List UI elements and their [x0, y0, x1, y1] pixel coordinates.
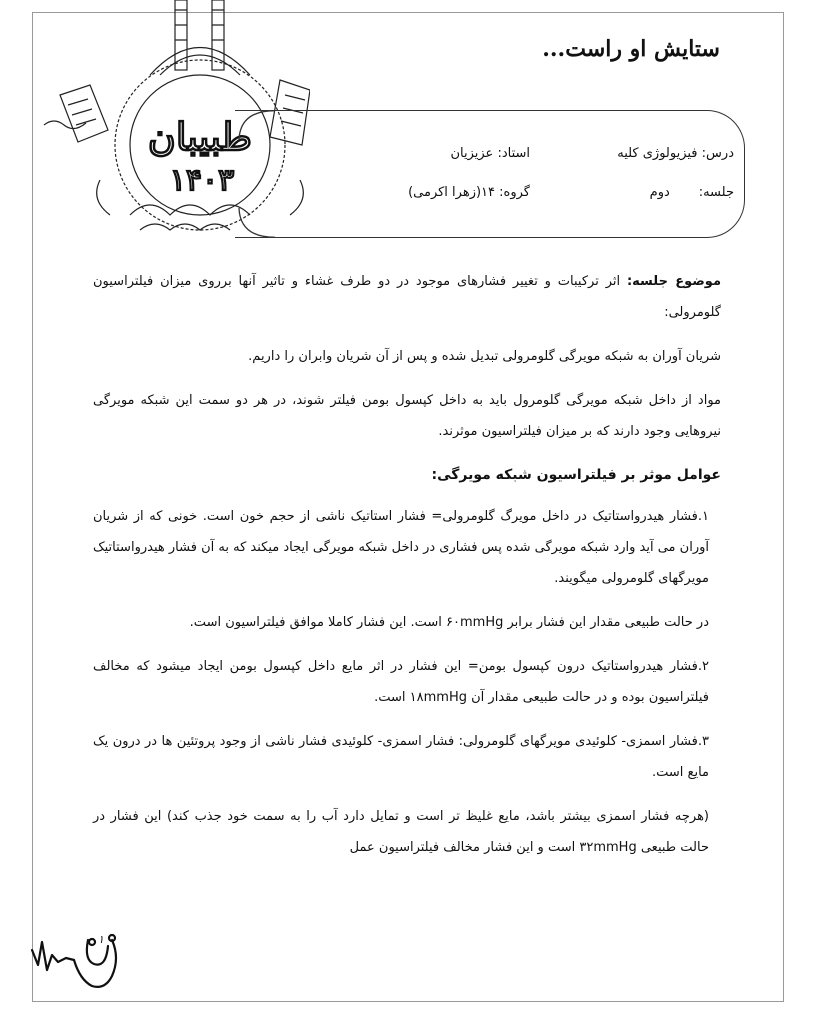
section-title: عوامل موثر بر فیلتراسیون شبکه مویرگی:	[431, 467, 721, 483]
stethoscope-heartbeat-icon	[30, 920, 130, 995]
info-box-left-curve	[235, 110, 275, 238]
group-label: گروه:	[499, 185, 530, 200]
session-label: جلسه:	[698, 185, 734, 200]
factor-item-1-note: در حالت طبیعی مقدار این فشار برابر ۶۰mmHg است. این فشار کاملا موافق فیلتراسیون است.	[189, 615, 709, 630]
group-field	[408, 185, 530, 200]
course-value: فیزیولوژی کلیه	[617, 146, 698, 161]
teacher-value: عزیزیان	[450, 146, 494, 161]
factor-item-2: ۲.فشار هیدرواستاتیک درون کپسول بومن= این فشار در اثر مایع داخل کپسول بومن ایجاد میشود که مخالف فیلتراسیون بوده و در حالت طبیعی مقدار آن ۱۸mmHg است.	[93, 659, 709, 705]
teacher-label: استاد:	[497, 146, 530, 161]
logo-year: ۱۴۰۳	[169, 163, 235, 198]
logo-text: طبیبان	[147, 114, 253, 159]
topic-label: موضوع جلسه:	[626, 274, 722, 289]
factor-item-1: ۱.فشار هیدرواستاتیک در داخل مویرگ گلومرولی= فشار استاتیک ناشی از حجم خون است. خونی که از شریان آوران می آید وارد شبکه مویرگی شده پس فشاری در داخل شبکه مویرگی ایجاد میکند که به آن فشار هیدرواستاتیک مویرگهای گلومرولی میگویند.	[93, 509, 709, 586]
course-label: درس:	[701, 146, 734, 161]
page-number: ۱	[98, 933, 104, 946]
group-value: ۱۴(زهرا اکرمی)	[408, 185, 496, 200]
topic-text: اثر ترکیبات و تغییر فشارهای موجود در دو طرف غشاء و تاثیر آنها برروی میزان فیلتراسیون گلومرولی:	[93, 274, 721, 320]
paragraph-2: مواد از داخل شبکه مویرگی گلومرول باید به داخل کپسول بومن فیلتر شوند، در هر دو سمت این شبکه مویرگی نیروهایی وجود دارند که بر میزان فیلتراسیون موثرند.	[93, 393, 721, 439]
teacher-field	[450, 146, 530, 161]
session-value: دوم	[649, 185, 670, 200]
session-field	[650, 185, 734, 200]
factor-item-3-note: (هرچه فشار اسمزی بیشتر باشد، مایع غلیظ تر است و تمایل دارد آب را به سمت خود جذب کند) این فشار در حالت طبیعی ۳۲mmHg است و این فشار مخالف فیلتراسیون عمل	[93, 809, 709, 855]
info-box	[235, 110, 745, 238]
paragraph-1: شریان آوران به شبکه مویرگی گلومرولی تبدیل شده و پس از آن شریان وابران را داریم.	[248, 349, 721, 364]
factor-item-3: ۳.فشار اسمزی- کلوئیدی مویرگهای گلومرولی: فشار اسمزی- کلوئیدی فشار ناشی از وجود پروتئین ها در درون یک مایع است.	[93, 734, 709, 780]
course-field	[617, 146, 734, 161]
topic-paragraph	[93, 266, 721, 328]
document-body	[93, 266, 721, 876]
motto: ستایش او راست...	[542, 36, 720, 62]
